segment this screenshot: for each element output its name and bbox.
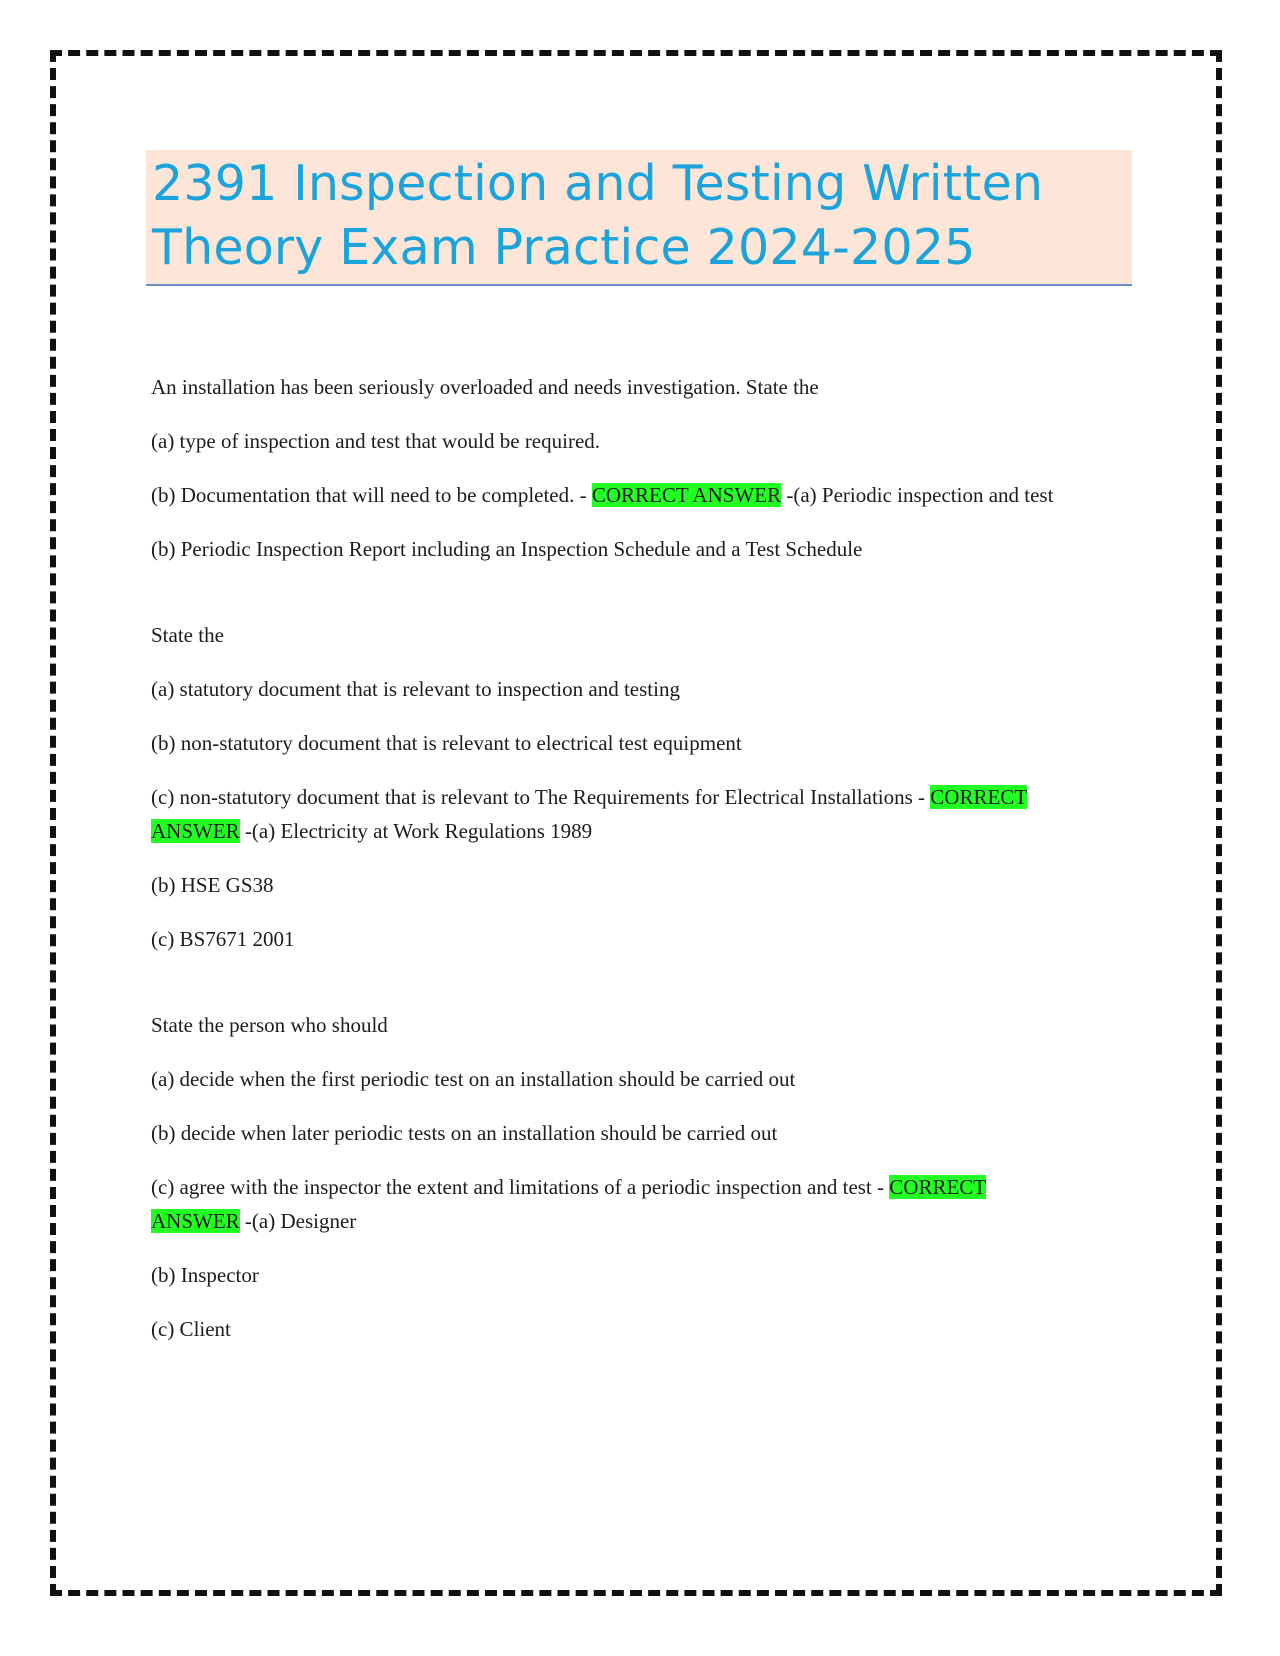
qa-block-3 [151, 1008, 1131, 1346]
question-line: State the person who should [151, 1013, 388, 1037]
question-line: (a) statutory document that is relevant to inspection and testing [151, 677, 680, 701]
question-line: (a) type of inspection and test that would be required. [151, 429, 601, 453]
answer-line: (b) Periodic Inspection Report including an Inspection Schedule and a Test Schedule [151, 537, 863, 561]
answer-line: (b) Inspector [151, 1263, 259, 1287]
correct-answer-highlight: CORRECT ANSWER [591, 483, 782, 507]
question-line-last: (b) Documentation that will need to be completed. - [151, 483, 592, 507]
question-answer-line [151, 478, 1131, 512]
question-line: (b) decide when later periodic tests on an installation should be carried out [151, 1121, 778, 1145]
answer-line: (c) BS7671 2001 [151, 927, 295, 951]
qa-block-1 [151, 370, 1131, 566]
question-line-last: (c) agree with the inspector the extent and limitations of a periodic inspection and test - [151, 1175, 890, 1199]
document-title [152, 152, 1126, 280]
correct-answer-highlight: CORRECT ANSWER [151, 1175, 987, 1233]
question-line: An installation has been seriously overloaded and needs investigation. State the [151, 375, 819, 399]
answer-line: -(a) Designer [239, 1209, 357, 1233]
qa-block-2 [151, 618, 1131, 956]
title-block [146, 150, 1132, 286]
answer-line: (b) HSE GS38 [151, 873, 274, 897]
title-line-2: Theory Exam Practice 2024-2025 [152, 219, 976, 276]
question-answer-line [151, 1170, 1031, 1238]
title-line-1: 2391 Inspection and Testing Written [152, 155, 1044, 212]
answer-line: -(a) Electricity at Work Regulations 1989 [239, 819, 593, 843]
correct-answer-highlight: CORRECT ANSWER [151, 785, 1028, 843]
answer-line: -(a) Periodic inspection and test [781, 483, 1054, 507]
answer-line: (c) Client [151, 1317, 231, 1341]
question-line: State the [151, 623, 224, 647]
question-line-last: (c) non-statutory document that is relevant to The Requirements for Electrical Installations - [151, 785, 931, 809]
question-line: (a) decide when the first periodic test on an installation should be carried out [151, 1067, 796, 1091]
question-answer-line [151, 780, 1051, 848]
qa-content [151, 370, 1131, 1398]
question-line: (b) non-statutory document that is relevant to electrical test equipment [151, 731, 742, 755]
